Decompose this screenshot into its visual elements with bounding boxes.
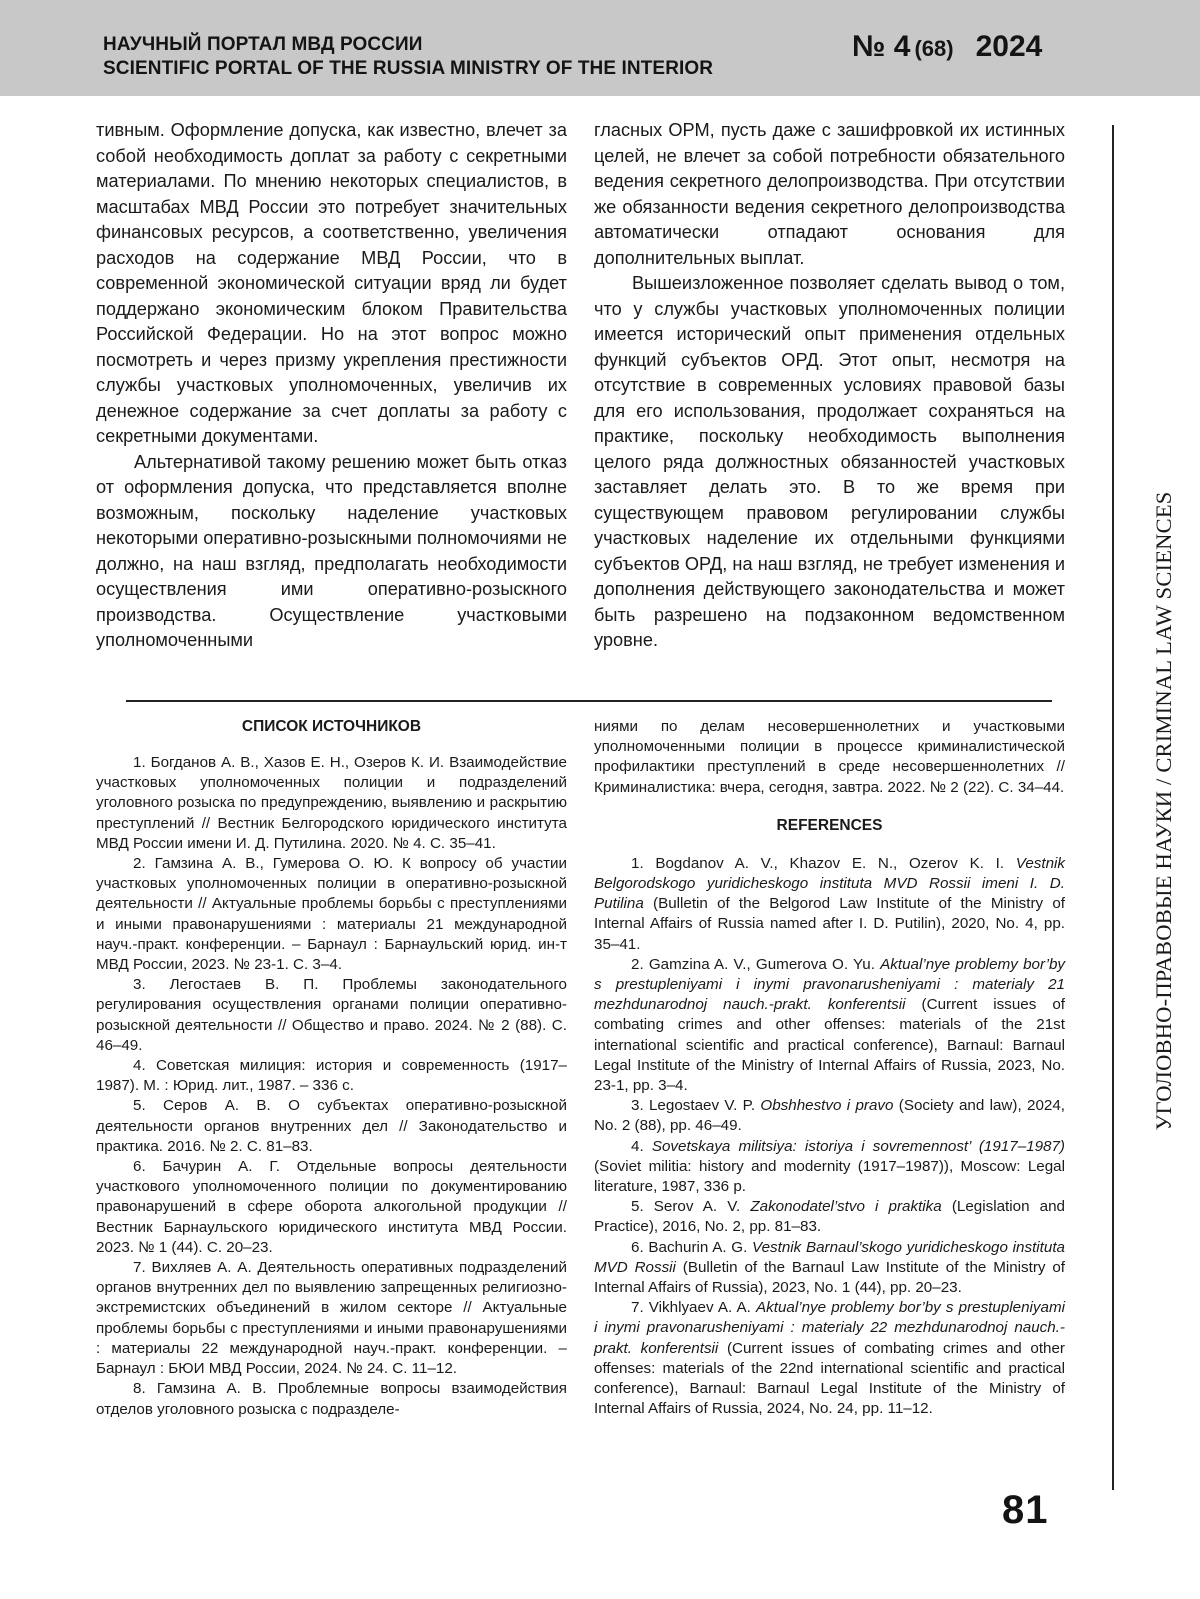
body-paragraph: Вышеизложенное позволяет сделать вывод о том, что у службы участковых уполномоченных полиции имеется исторический опыт применения отдельных функций субъектов ОРД. Этот опыт, несмотря на отсутствие в современных условиях правовой базы для его использования, продолжает сохраняться на практике, поскольку необходимость выполнения целого ряда должностных обязанностей участковых заставляет делать это. В то же время при существующем правовом регулировании службы участковых наделение их отдельными функциями субъектов ОРД, на наш взгляд, не требует изменения и дополнения действующего законодательства и может быть разрешено на подзаконном ведомственном уровне.	[594, 273, 1065, 650]
source-item: 3. Легостаев В. П. Проблемы законодательного регулирования осуществления органами полиции оперативно-розыскной деятельности // Общество и право. 2024. № 2 (88). С. 46–49.	[96, 976, 567, 1054]
reference-item: 3. Legostaev V. P. Obshhestvo i pravo (Society and law), 2024, No. 2 (88), pp. 46–49.	[594, 1097, 1066, 1135]
sources-list	[96, 717, 567, 1420]
journal-title-ru: НАУЧНЫЙ ПОРТАЛ МВД РОССИИ	[103, 34, 423, 55]
source-item: 8. Гамзина А. В. Проблемные вопросы взаимодействия отделов уголовного розыска с подразделе-	[96, 1380, 567, 1418]
journal-header	[0, 0, 1200, 96]
section-divider	[126, 700, 1052, 702]
journal-titles	[103, 33, 713, 81]
references-list	[594, 717, 1065, 1420]
source-item: 1. Богданов А. В., Хазов Е. Н., Озеров К. И. Взаимодействие участковых уполномоченных полиции и подразделений уголовного розыска по предупреждению, выявлению и раскрытию преступлений // Вестник Белгородского юридического института МВД России имени И. Д. Путилина. 2020. № 4. С. 35–41.	[96, 754, 567, 852]
issue-info	[852, 30, 1042, 64]
source-item-continuation: ниями по делам несовершеннолетних и участковыми уполномоченными полиции в процессе криминалистической профилактики преступлений в среде несовершеннолетних // Криминалистика: вчера, сегодня, завтра. 2022. № 2 (22). С. 34–44.	[594, 718, 1065, 796]
source-item: 7. Вихляев А. А. Деятельность оперативных подразделений органов внутренних дел по выявлению запрещенных религиозно-экстремистских объединений в жилом секторе // Актуальные проблемы борьбы с преступлениями и иными правонарушениями : материалы 22 международной науч.-практ. конференции. – Барнаул : БЮИ МВД России, 2024. № 24. С. 11–12.	[96, 1259, 567, 1378]
page-number: 81	[1002, 1488, 1049, 1532]
reference-item: 4. Sovetskaya militsiya: istoriya i sovremennost’ (1917–1987) (Soviet militia: history and modernity (1917–1987)), Moscow: Legal literature, 1987, 336 p.	[594, 1137, 1065, 1196]
issue-total: (68)	[914, 36, 954, 61]
reference-item: 2. Gamzina A. V., Gumerova O. Yu. Aktual’nye problemy bor’by s prestupleniyami i inymi pravonarusheniyami : materialy 21 mezhdunarodnoj nauch.-prakt. konferentsii (Current issues of combating crimes and other offenses: materials of the 21st international scientific and practical conference), Barnaul: Barnaul Legal Institute of the Ministry of Internal Affairs of Russia, 2023, No. 23-1, pp. 3–4.	[594, 955, 1066, 1095]
reference-item: 6. Bachurin A. G. Vestnik Barnaul’skogo yuridicheskogo instituta MVD Rossii (Bulletin of the Barnaul Law Institute of the Ministry of Internal Affairs of Russia), 2023, No. 1 (44), pp. 20–23.	[594, 1238, 1065, 1297]
body-paragraph: тивным. Оформление допуска, как известно, влечет за собой необходимость доплат за работу с секретными материалами. По мнению некоторых специалистов, в масштабах МВД России это потребует значительных финансовых ресурсов, а соответственно, увеличения расходов на содержание МВД России, что в современной экономической ситуации вряд ли будет поддержано экономическим блоком Правительства Российской Федерации. Но на этот вопрос можно посмотреть и через призму укрепления престижности службы участковых уполномоченных, увеличив их денежное содержание за счет доплаты за работу с секретными документами.	[96, 120, 567, 446]
source-item: 5. Серов А. В. О субъектах оперативно-розыскной деятельности органов внутренних дел // Законодательство и практика. 2016. № 2. С. 81–83.	[96, 1097, 567, 1155]
margin-rule	[1112, 125, 1114, 1490]
source-item: 2. Гамзина А. В., Гумерова О. Ю. К вопросу об участии участковых уполномоченных полиции в оперативно-розыскной деятельности // Актуальные проблемы борьбы с преступлениями и иными правонарушениями : материалы 21 международной науч.-практ. конференции. – Барнаул : Барнаульский юрид. ин-т МВД России, 2023. № 23-1. С. 3–4.	[96, 855, 567, 974]
body-paragraph: гласных ОРМ, пусть даже с зашифровкой их истинных целей, не влечет за собой потребности обязательного ведения секретного делопроизводства. При отсутствии же обязанности ведения секретного делопроизводства автоматически отпадают основания для дополнительных выплат.	[594, 120, 1065, 268]
references-heading: REFERENCES	[776, 816, 883, 834]
sources-heading: СПИСОК ИСТОЧНИКОВ	[241, 718, 422, 735]
reference-item: 5. Serov A. V. Zakonodatel’stvo i praktika (Legislation and Practice), 2016, No. 2, pp. 81–83.	[594, 1198, 1065, 1236]
body-column-left	[96, 118, 567, 654]
issue-year: 2024	[975, 30, 1043, 63]
body-column-right	[594, 118, 1065, 654]
source-item: 6. Бачурин А. Г. Отдельные вопросы деятельности участкового уполномоченного полиции по документированию правонарушений в сфере оборота алкогольной продукции // Вестник Барнаульского юридического института МВД России. 2023. № 1 (44). С. 20–23.	[96, 1158, 567, 1256]
reference-item: 7. Vikhlyaev A. A. Aktual’nye problemy bor’by s prestupleniyami i inymi pravonarusheniyami : materialy 22 mezhdunarodnoj nauch.-prakt. konferentsii (Current issues of combating crimes and other offenses: materials of the 22nd international scientific and practical conference), Barnaul: Barnaul Legal Institute of the Ministry of Internal Affairs of Russia, 2024, No. 24, pp. 11–12.	[594, 1299, 1065, 1418]
section-side-title-text: УГОЛОВНО-ПРАВОВЫЕ НАУКИ / CRIMINAL LAW SCIENCES	[1151, 491, 1176, 1131]
source-item: 4. Советская милиция: история и современность (1917–1987). М. : Юрид. лит., 1987. – 336 с.	[96, 1057, 567, 1095]
issue-number: № 4	[852, 30, 911, 63]
body-paragraph: Альтернативой такому решению может быть отказ от оформления допуска, что представляется вполне возможным, поскольку наделение участковых некоторыми оперативно-розыскными полномочиями не должно, на наш взгляд, предполагать необходимости осуществления ими оперативно-розыскного производства. Осуществление участковыми уполномоченными	[96, 451, 567, 650]
journal-title-en: SCIENTIFIC PORTAL OF THE RUSSIA MINISTRY OF THE INTERIOR	[103, 58, 714, 79]
reference-item: 1. Bogdanov A. V., Khazov E. N., Ozerov K. I. Vestnik Belgorodskogo yuridicheskogo instituta MVD Rossii imeni I. D. Putilina (Bulletin of the Belgorod Law Institute of the Ministry of Internal Affairs of Russia named after I. D. Putilin), 2020, No. 4, pp. 35–41.	[594, 854, 1065, 953]
